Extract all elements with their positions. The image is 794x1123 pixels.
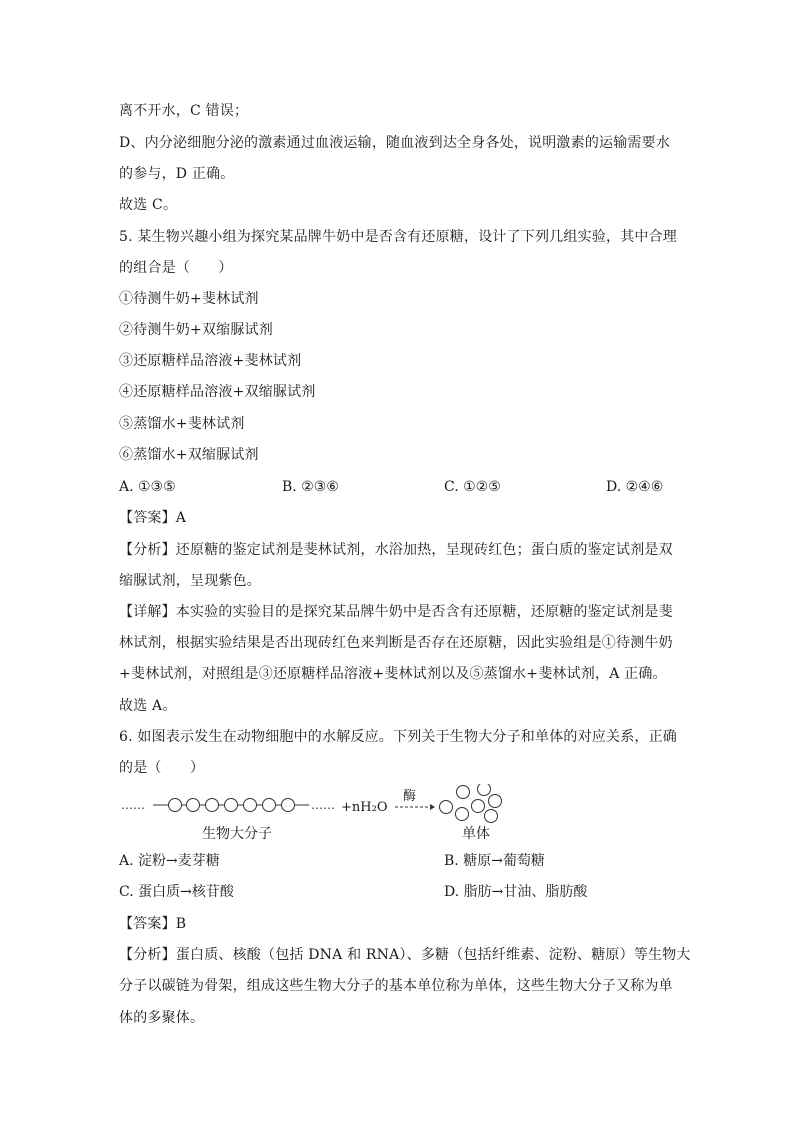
question-5-option-d: D. ②④⑥ [606, 479, 664, 495]
question-5-option-b: B. ②③⑥ [282, 479, 339, 495]
question-6-analysis: 体的多聚体。 [119, 1010, 205, 1026]
question-5-analysis: 【分析】还原糖的鉴定试剂是斐林试剂，水浴加热，呈现砖红色；蛋白质的鉴定试剂是双 [119, 542, 673, 558]
reaction-arrow-head [430, 804, 435, 810]
question-5-stem: 5. 某生物兴趣小组为探究某品牌牛奶中是否含有还原糖，设计了下列几组实验，其中合理 [119, 229, 678, 245]
question-5-item: ⑤蒸馏水+斐林试剂 [119, 416, 245, 432]
question-5-item: ①待测牛奶+斐林试剂 [119, 291, 259, 307]
monomers [440, 784, 502, 823]
free-monomer [472, 800, 485, 813]
text-line: 的参与，D 正确。 [119, 166, 235, 182]
question-5-stem: 的组合是（ ） [119, 260, 233, 276]
chain-monomer [169, 799, 182, 812]
question-5-detail: 【详解】本实验的实验目的是探究某品牌牛奶中是否含有还原糖，还原糖的鉴定试剂是斐 [119, 604, 673, 620]
free-monomer [478, 784, 491, 796]
question-6-option-d: D. 脂肪→甘油、脂肪酸 [444, 884, 588, 900]
chain-monomer [187, 799, 200, 812]
question-6-stem: 的是（ ） [119, 760, 205, 776]
chain-monomer [206, 799, 219, 812]
text-line: 离不开水，C 错误； [119, 103, 249, 119]
question-5-option-c: C. ①②⑤ [444, 479, 501, 495]
question-5-option-a: A. ①③⑤ [119, 479, 176, 495]
question-5-detail: 林试剂，根据实验结果是否出现砖红色来判断是否存在还原糖，因此实验组是①待测牛奶 [119, 635, 673, 651]
question-6-option-c: C. 蛋白质→核苷酸 [119, 884, 234, 900]
left-ellipsis: …… [121, 798, 145, 812]
text-line: D、内分泌细胞分泌的激素通过血液运输，随血液到达全身各处，说明激素的运输需要水 [119, 135, 671, 151]
text-line: 故选 C。 [119, 197, 178, 213]
question-6-answer: 【答案】B [119, 916, 187, 932]
question-5-detail: +斐林试剂，对照组是③还原糖样品溶液+斐林试剂以及⑤蒸馏水+斐林试剂，A 正确。 [119, 666, 667, 682]
question-6-analysis: 分子以碳链为骨架，组成这些生物大分子的基本单位称为单体，这些生物大分子又称为单 [119, 978, 673, 994]
free-monomer [456, 808, 469, 821]
question-5-item: ②待测牛奶+双缩脲试剂 [119, 322, 273, 338]
question-5-answer: 【答案】A [119, 510, 187, 526]
water-reactant: +nH₂O [341, 800, 388, 815]
chain-monomer [225, 799, 238, 812]
macromolecule-chain [153, 799, 309, 812]
question-6-stem: 6. 如图表示发生在动物细胞中的水解反应。下列关于生物大分子和单体的对应关系，正确 [119, 729, 678, 745]
chain-monomer [244, 799, 257, 812]
hydrolysis-diagram [119, 784, 539, 844]
monomer-label: 单体 [462, 826, 490, 842]
question-5-item: ⑥蒸馏水+双缩脲试剂 [119, 447, 259, 463]
question-5-item: ④还原糖样品溶液+双缩脲试剂 [119, 384, 316, 400]
right-ellipsis: …… [311, 798, 335, 812]
question-5-item: ③还原糖样品溶液+斐林试剂 [119, 353, 302, 369]
free-monomer [485, 810, 498, 823]
reaction-arrow [395, 804, 435, 810]
enzyme-label: 酶 [403, 789, 417, 804]
chain-monomer [282, 799, 295, 812]
question-6-option-b: B. 糖原→葡萄糖 [444, 853, 545, 869]
free-monomer [489, 795, 502, 808]
question-5-analysis: 缩脲试剂，呈现紫色。 [119, 573, 261, 589]
free-monomer [440, 801, 453, 814]
chain-monomer [263, 799, 276, 812]
free-monomer [457, 786, 470, 799]
question-6-analysis: 【分析】蛋白质、核酸（包括 DNA 和 RNA）、多糖（包括纤维素、淀粉、糖原）等生物大 [119, 947, 691, 963]
question-5-detail: 故选 A。 [119, 698, 177, 714]
question-6-option-a: A. 淀粉→麦芽糖 [119, 853, 220, 869]
macromolecule-label: 生物大分子 [202, 826, 272, 842]
